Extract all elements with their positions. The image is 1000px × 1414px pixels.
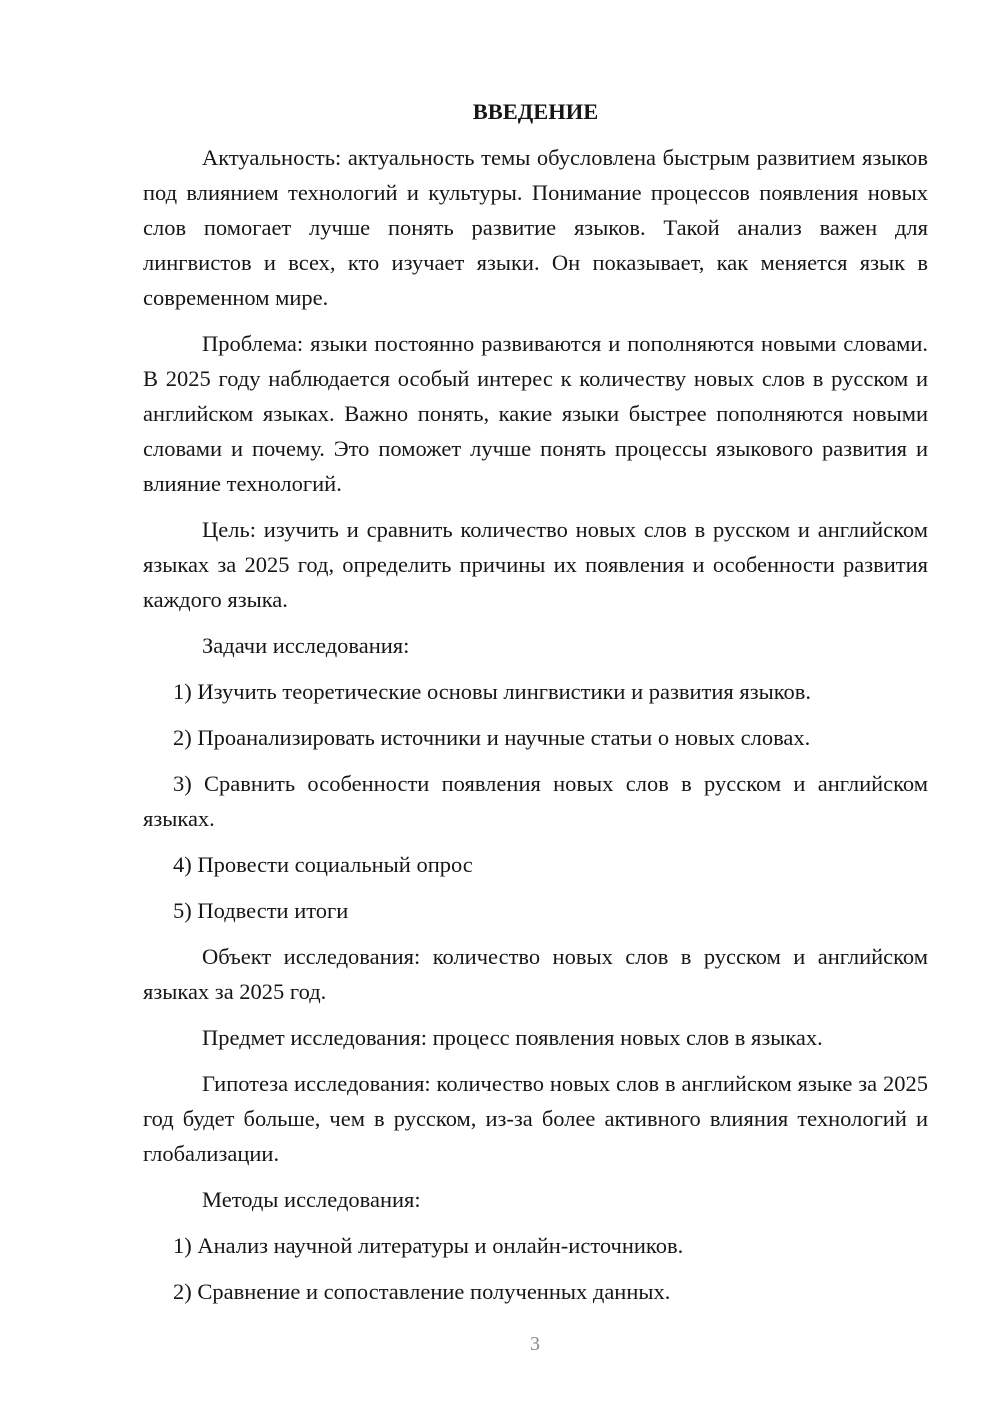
object-paragraph: Объект исследования: количество новых слов в русском и английском языках за 2025 год. <box>143 944 928 1004</box>
problem-paragraph: Проблема: языки постоянно развиваются и пополняются новыми словами. В 2025 году наблюдается особый интерес к количеству новых слов в русском и английском языках. Важно понять, какие языки быстрее пополняются новыми словами и почему. Это поможет лучше понять процессы языкового развития и влияние технологий. <box>143 331 928 496</box>
task-item: 5) Подвести итоги <box>173 898 349 923</box>
relevance-paragraph: Актуальность: актуальность темы обусловлена быстрым развитием языков под влиянием технологий и культуры. Понимание процессов появления новых слов помогает лучше понять развитие языков. Такой анализ важен для лингвистов и всех, кто изучает языки. Он показывает, как меняется язык в современном мире. <box>143 145 928 310</box>
task-item: 4) Провести социальный опрос <box>173 852 473 877</box>
tasks-title: Задачи исследования: <box>202 633 410 658</box>
section-heading: ВВЕДЕНИЕ <box>472 99 599 124</box>
subject-paragraph: Предмет исследования: процесс появления новых слов в языках. <box>202 1025 823 1050</box>
task-item: 2) Проанализировать источники и научные статьи о новых словах. <box>173 725 811 750</box>
hypothesis-paragraph: Гипотеза исследования: количество новых слов в английском языке за 2025 год будет больше, чем в русском, из-за более активного влияния технологий и глобализации. <box>143 1071 928 1166</box>
page-number: 3 <box>530 1333 540 1355</box>
method-item: 1) Анализ научной литературы и онлайн-источников. <box>173 1233 684 1258</box>
task-item: 1) Изучить теоретические основы лингвистики и развития языков. <box>173 679 812 704</box>
goal-paragraph: Цель: изучить и сравнить количество новых слов в русском и английском языках за 2025 год, определить причины их появления и особенности развития каждого языка. <box>143 517 928 612</box>
method-item: 2) Сравнение и сопоставление полученных данных. <box>173 1279 671 1304</box>
methods-title: Методы исследования: <box>202 1187 421 1212</box>
document-body <box>143 94 928 1320</box>
task-item: 3) Сравнить особенности появления новых слов в русском и английском языках. <box>143 771 928 831</box>
